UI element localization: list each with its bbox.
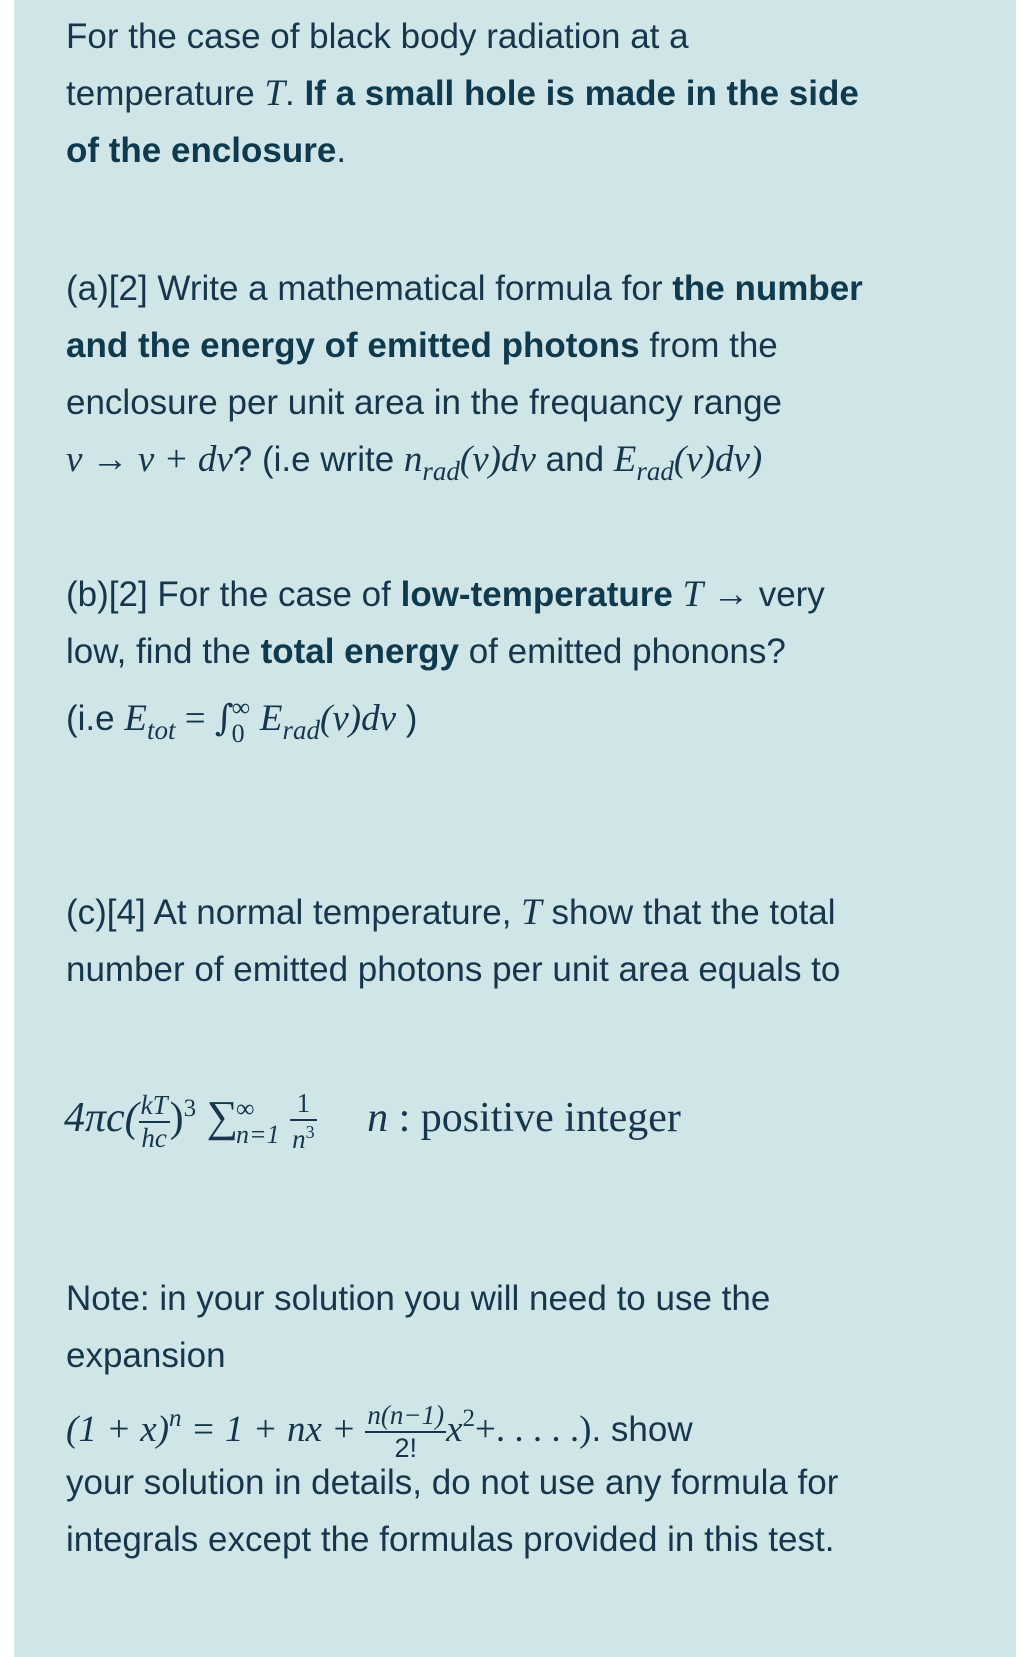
intro-end: . xyxy=(336,131,347,170)
tot-subscript: tot xyxy=(146,715,176,745)
n-symbol: n xyxy=(403,439,423,480)
intro-temperature-text: temperature xyxy=(66,74,265,113)
integral-sign: ∫ xyxy=(214,698,234,739)
summation-sign: ∑ xyxy=(206,1092,239,1142)
part-a-bold-energy: and the energy of emitted photons xyxy=(66,326,640,365)
close-paren: ) xyxy=(396,699,418,738)
sum-lower-limit: n=1 xyxy=(236,1119,280,1149)
e-tot-symbol: E xyxy=(124,698,147,739)
note-line-4: your solution in details, do not use any formula for xyxy=(66,1463,839,1502)
integral-upper-limit: ∞ xyxy=(231,692,251,722)
integral-lower-limit: 0 xyxy=(231,718,245,748)
part-b-bold-low-temp: low-temperature xyxy=(400,575,673,614)
rad-subscript: rad xyxy=(282,715,321,745)
part-a-line-1 xyxy=(66,260,966,317)
integral-limits xyxy=(231,692,251,748)
part-a-text: (a)[2] Write a mathematical formula for xyxy=(66,269,673,308)
fraction-numerator: kT xyxy=(139,1092,170,1123)
positive-integer-text: : positive integer xyxy=(388,1095,681,1142)
intro-dot: . xyxy=(285,74,305,113)
sum-upper-limit: ∞ xyxy=(236,1093,255,1123)
e-rad-argument: (v)dv xyxy=(673,439,750,480)
binomial-denominator: 2! xyxy=(394,1432,417,1463)
part-a-bold-number: the number xyxy=(672,269,863,308)
very-text: very xyxy=(758,575,825,614)
part-a-ie-text: ? (i.e write xyxy=(232,440,404,479)
cube-exponent: 3 xyxy=(183,1095,197,1123)
part-a-paragraph xyxy=(66,260,966,500)
and-text: and xyxy=(535,440,614,479)
part-c-line-2: number of emitted photons per unit area equals to xyxy=(66,950,841,989)
intro-line-2 xyxy=(66,65,966,122)
note-line-2: expansion xyxy=(66,1336,226,1375)
n-label: n xyxy=(367,1095,389,1142)
part-c-line-1 xyxy=(66,884,966,941)
e-rad-subscript: rad xyxy=(636,456,674,486)
n-base: n xyxy=(292,1124,306,1154)
intro-line-1: For the case of black body radiation at a xyxy=(66,17,689,56)
binomial-numerator: n(n−1) xyxy=(365,1402,446,1433)
part-a-from-the: from the xyxy=(639,326,778,365)
expansion-lhs: (1 + x) xyxy=(66,1409,170,1450)
equals-sign: = xyxy=(175,698,215,739)
kt-over-hc-fraction xyxy=(139,1089,170,1153)
sum-limits xyxy=(236,1093,280,1149)
formula-prefix: 4πc( xyxy=(64,1095,139,1142)
note-line-1: Note: in your solution you will need to use the xyxy=(66,1279,771,1318)
expansion-rhs: = 1 + nx + xyxy=(181,1409,366,1450)
x-squared-exponent: 2 xyxy=(462,1405,476,1432)
close-paren: ) xyxy=(749,439,763,480)
note-line-3 xyxy=(66,1384,966,1463)
one-over-n-cubed-fraction xyxy=(290,1090,317,1153)
intro-line-3 xyxy=(66,122,966,179)
note-paragraph xyxy=(66,1270,966,1568)
part-b-line-1 xyxy=(66,566,966,623)
rad-subscript: rad xyxy=(422,456,460,486)
e-symbol: E xyxy=(613,439,637,480)
fraction-denominator: hc xyxy=(141,1122,167,1153)
part-c-text: (c)[4] At normal temperature, xyxy=(66,893,522,932)
part-b-low-text: low, find the xyxy=(66,632,261,671)
fraction-one: 1 xyxy=(290,1090,317,1121)
arrow-symbol: → xyxy=(703,574,759,615)
x-squared-base: x xyxy=(446,1409,463,1450)
temperature-symbol: T xyxy=(521,892,542,933)
part-b-bold-total-energy: total energy xyxy=(260,632,459,671)
part-b-paragraph xyxy=(66,566,966,759)
part-a-line-2 xyxy=(66,317,966,374)
part-b-text: (b)[2] For the case of xyxy=(66,575,401,614)
temperature-symbol: T xyxy=(682,574,704,615)
intro-bold-hole: If a small hole is made in the side xyxy=(304,74,859,113)
e-symbol: E xyxy=(259,698,283,739)
part-a-line-3: enclosure per unit area in the frequancy range xyxy=(66,383,783,422)
temperature-symbol: T xyxy=(264,73,286,114)
expansion-dots: +. . . . .) xyxy=(475,1409,592,1450)
part-c-paragraph xyxy=(66,884,966,998)
photon-count-formula xyxy=(64,1090,964,1180)
intro-paragraph xyxy=(66,8,966,179)
part-a-line-4 xyxy=(66,431,966,500)
note-line-5: integrals except the formulas provided in this test. xyxy=(66,1520,835,1559)
n-exponent: 3 xyxy=(305,1122,315,1142)
frequency-range-math: v → v + dv xyxy=(66,439,233,480)
part-c-show-text: show that the total xyxy=(541,893,836,932)
part-b-line-3 xyxy=(66,690,966,759)
formula-close-paren: ) xyxy=(169,1095,184,1142)
intro-bold-enclosure: of the enclosure xyxy=(66,131,337,170)
ie-text: (i.e xyxy=(66,699,125,738)
part-b-phonons-text: of emitted phonons? xyxy=(458,632,786,671)
show-text: . show xyxy=(591,1410,693,1449)
expansion-exponent: n xyxy=(169,1405,182,1432)
integrand-argument: (v)dv xyxy=(320,698,397,739)
binomial-fraction xyxy=(365,1399,446,1463)
part-b-line-2 xyxy=(66,623,966,680)
n-rad-argument: (v)dv xyxy=(459,439,536,480)
fraction-n-cubed xyxy=(290,1121,317,1153)
